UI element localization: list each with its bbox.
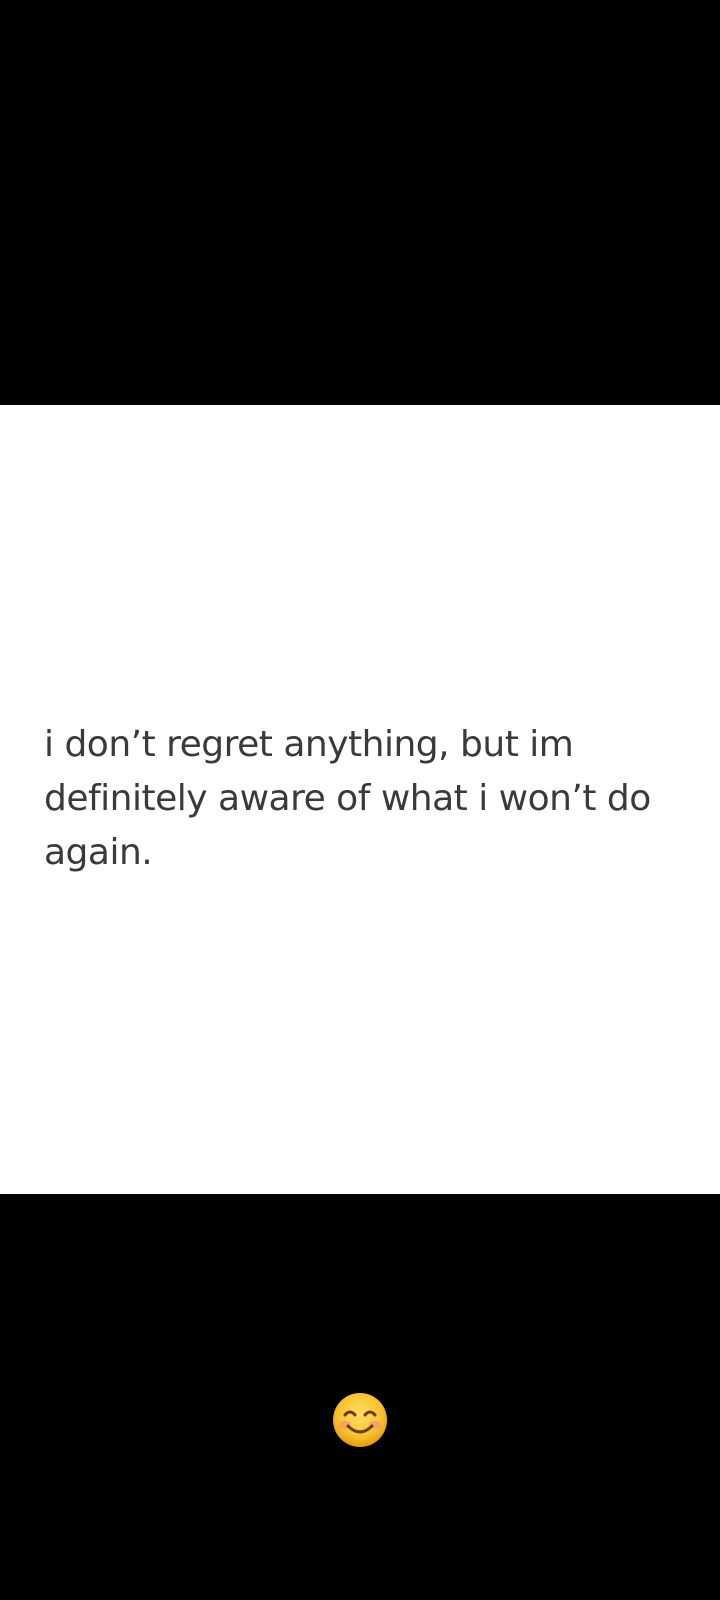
- quote-text: [44, 718, 684, 880]
- caption: [0, 1391, 720, 1454]
- quote-line-2: definitely aware of what i won’t do: [44, 778, 651, 819]
- quote-line-1: i don’t regret anything, but im: [44, 724, 574, 765]
- smiling-face-with-smiling-eyes-icon: [331, 1391, 389, 1449]
- quote-line-3: again.: [44, 832, 153, 873]
- top-letterbox: [0, 0, 720, 405]
